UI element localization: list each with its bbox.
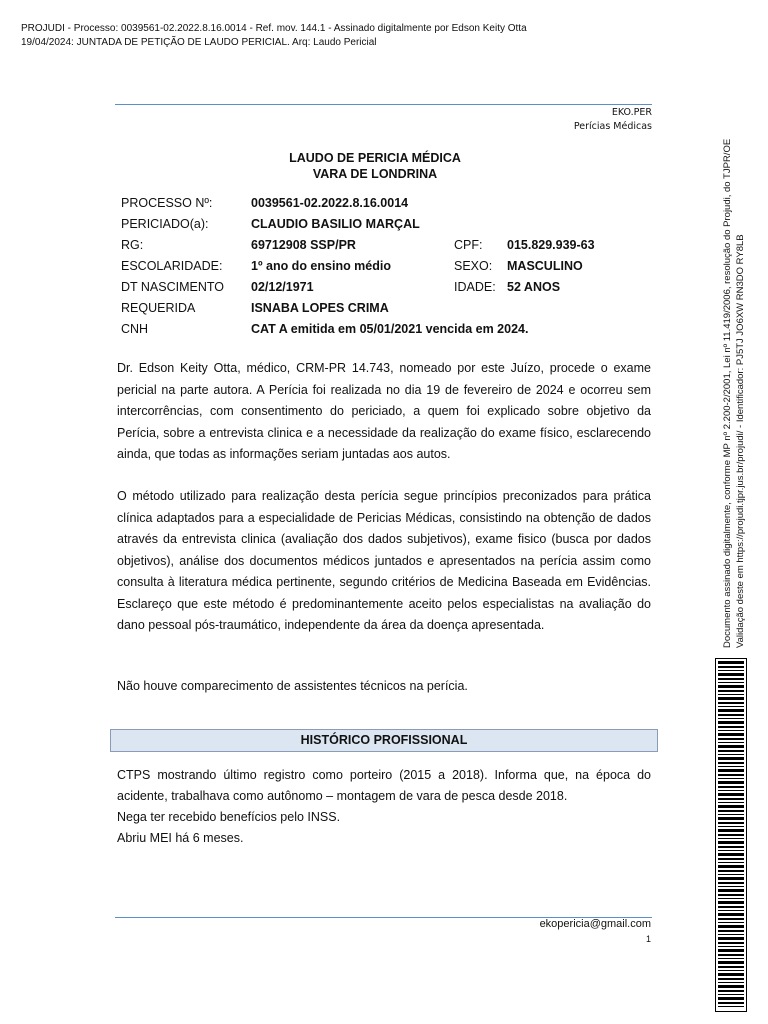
barcode-bar	[718, 982, 744, 983]
barcode-bar	[718, 661, 744, 664]
barcode-bar	[718, 1002, 744, 1004]
paragraph-assistants: Não houve comparecimento de assistentes técnicos na perícia.	[117, 679, 468, 693]
historico-line-3: Abriu MEI há 6 meses.	[117, 831, 244, 845]
barcode-bar	[718, 798, 744, 800]
barcode-bar	[718, 733, 744, 736]
barcode-bar	[718, 882, 744, 884]
barcode-bar	[718, 730, 744, 731]
header-rule	[115, 104, 652, 105]
barcode-bar	[718, 966, 744, 968]
barcode-bar	[718, 682, 744, 683]
barcode-bar	[718, 985, 744, 988]
barcode-bar	[718, 814, 744, 815]
barcode-bar	[718, 846, 744, 848]
barcode-bar	[718, 690, 744, 692]
cpf-label: CPF:	[454, 238, 483, 252]
barcode-bar	[718, 810, 744, 812]
barcode-bar	[718, 685, 744, 688]
barcode-bar	[718, 889, 744, 892]
barcode-bar	[718, 910, 744, 911]
barcode-bar	[718, 678, 744, 680]
cpf-value: 015.829.939-63	[507, 238, 595, 252]
barcode-bar	[718, 757, 744, 760]
nascimento-label: DT NASCIMENTO	[121, 280, 225, 294]
requerida-label: REQUERIDA	[121, 301, 196, 315]
barcode-bar	[718, 766, 744, 767]
barcode-image	[715, 658, 747, 1012]
periciado-value: CLAUDIO BASILIO MARÇAL	[251, 217, 420, 231]
barcode-bar	[718, 694, 744, 695]
processo-label: PROCESSO Nº:	[121, 196, 213, 210]
barcode-bar	[718, 778, 744, 779]
projudi-header-line-1: PROJUDI - Processo: 0039561-02.2022.8.16.0014 - Ref. mov. 144.1 - Assinado digitalmente por Edson Keity Otta	[21, 23, 527, 34]
barcode-bar	[718, 918, 744, 920]
paragraph-intro: Dr. Edson Keity Otta, médico, CRM-PR 14.743, nomeado por este Juízo, procede o exame pericial na parte autora. A Perícia foi realizada no dia 19 de fevereiro de 2024 e ocorreu sem intercorrências, com consentimento do periciado, a quem foi explicado sobre objetivo da Perícia, sobre a entrevista clinica e a necessidade da realização do exame físico, esclarecendo ainda, que todas as informações seriam juntadas aos autos.	[117, 361, 651, 461]
sexo-label: SEXO:	[454, 259, 493, 273]
barcode-bar	[718, 898, 744, 899]
barcode-bar	[718, 726, 744, 728]
barcode-bar	[718, 930, 744, 932]
barcode-bar	[718, 805, 744, 808]
brand-block	[574, 106, 652, 134]
barcode-bar	[718, 922, 744, 923]
barcode-bar	[718, 834, 744, 836]
barcode-bar	[718, 894, 744, 896]
barcode-bar	[718, 958, 744, 959]
barcode-bar	[718, 793, 744, 796]
barcode-bar	[718, 913, 744, 916]
barcode-bar	[718, 870, 744, 872]
barcode-bar	[718, 745, 744, 748]
historico-content	[117, 765, 651, 849]
barcode-bar	[718, 666, 744, 668]
barcode-bar	[718, 822, 744, 824]
barcode-bar	[718, 961, 744, 964]
barcode-bar	[718, 865, 744, 868]
rg-label: RG:	[121, 238, 144, 252]
escolaridade-value: 1º ano do ensino médio	[251, 259, 391, 273]
barcode-bar	[718, 1006, 744, 1007]
barcode-bar	[718, 841, 744, 844]
barcode-bar	[718, 925, 744, 928]
barcode-bar	[718, 994, 744, 995]
barcode-bar	[718, 946, 744, 947]
barcode-bar	[718, 853, 744, 856]
paragraph-method: O método utilizado para realização desta perícia segue princípios preconizados para prática clínica adaptados para a especialidade de Pericias Médicas, consistindo na obtenção de dados através da entrevista clinica (avaliação dos dados subjetivos), exame fisico (busca por dados objetivos), análise dos documentos médicos juntados e apresentados na perícia assim como consulta à literatura médica pertinente, segundo critérios de Medicina Baseada em Evidências. Esclareço que este método é predominantemente aceito pelos especialistas na avaliação do dano pessoal pós-traumático, independente da área da doença apresentada.	[117, 489, 651, 632]
brand-subtitle: Perícias Médicas	[573, 121, 652, 132]
barcode-bar	[718, 697, 744, 700]
barcode-bar	[718, 802, 744, 803]
rg-value: 69712908 SSP/PR	[251, 238, 356, 252]
periciado-label: PERICIADO(a):	[121, 217, 209, 231]
barcode-bar	[718, 750, 744, 752]
barcode-bar	[718, 769, 744, 772]
barcode-bar	[718, 906, 744, 908]
barcode-bar	[718, 858, 744, 860]
barcode-bar	[718, 706, 744, 707]
barcode-bar	[718, 718, 744, 719]
barcode-bar	[718, 990, 744, 992]
projudi-header-line-2: 19/04/2024: JUNTADA DE PETIÇÃO DE LAUDO PERICIAL. Arq: Laudo Pericial	[21, 37, 377, 48]
barcode-bar	[718, 874, 744, 875]
title-line-2: VARA DE LONDRINA	[312, 167, 438, 181]
barcode-bar	[718, 942, 744, 944]
barcode-bar	[718, 949, 744, 952]
barcode-bar	[718, 954, 744, 956]
barcode-bar	[718, 937, 744, 940]
barcode-bar	[718, 702, 744, 704]
page-number: 1	[645, 934, 651, 944]
processo-value: 0039561-02.2022.8.16.0014	[251, 196, 409, 210]
barcode-bar	[718, 774, 744, 776]
barcode-bar	[718, 721, 744, 724]
idade-label: IDADE:	[454, 280, 496, 294]
barcode-bar	[718, 670, 744, 671]
barcode-bar	[718, 901, 744, 904]
idade-value: 52 ANOS	[507, 280, 561, 294]
cnh-label: CNH	[121, 322, 149, 336]
barcode-bar	[718, 817, 744, 820]
section-header-historico: HISTÓRICO PROFISSIONAL	[110, 729, 658, 752]
barcode-bar	[718, 742, 744, 743]
brand-name: EKO.PER	[611, 107, 652, 118]
title-line-1: LAUDO DE PERICIA MÉDICA	[289, 151, 461, 165]
barcode-bar	[718, 973, 744, 976]
sexo-value: MASCULINO	[507, 259, 583, 273]
cnh-value: CAT A emitida em 05/01/2021 vencida em 2024.	[251, 322, 529, 336]
barcode-bar	[718, 850, 744, 851]
barcode-bar	[718, 826, 744, 827]
barcode-bar	[718, 754, 744, 755]
barcode-bar	[718, 781, 744, 784]
barcode-bar	[718, 838, 744, 839]
barcode-bar	[718, 862, 744, 863]
footer-email: ekopericia@gmail.com	[539, 918, 651, 930]
validation-line-1: Documento assinado digitalmente, conforme MP nº 2.200-2/2001, Lei nº 11.419/2006, resolução do Projudi, do TJPR/OE	[722, 138, 733, 648]
barcode-bar	[718, 886, 744, 887]
barcode-bar	[718, 970, 744, 971]
barcode-bar	[718, 709, 744, 712]
document-title	[115, 150, 635, 182]
barcode-bar	[718, 762, 744, 764]
barcode-bar	[718, 673, 744, 676]
barcode-bar	[718, 978, 744, 980]
validation-line-2: Validação deste em https://projudi.tjpr.jus.br/projudi/ - Identificador: PJ5TJ JO6XW RN3DO RY8LB	[735, 234, 746, 648]
barcode-bar	[718, 790, 744, 791]
escolaridade-label: ESCOLARIDADE:	[121, 259, 223, 273]
barcode-bar	[718, 997, 744, 1000]
barcode-bar	[718, 738, 744, 740]
barcode-bar	[718, 829, 744, 832]
barcode-bar	[718, 934, 744, 935]
barcode-bar	[718, 877, 744, 880]
barcode-bar	[718, 786, 744, 788]
historico-line-2: Nega ter recebido benefícios pelo INSS.	[117, 810, 341, 824]
requerida-value: ISNABA LOPES CRIMA	[251, 301, 389, 315]
historico-line-1: CTPS mostrando último registro como porteiro (2015 a 2018). Informa que, na época do acidente, trabalhava como autônomo – montagem de vara de pesca desde 2018.	[117, 768, 651, 803]
nascimento-value: 02/12/1971	[251, 280, 314, 294]
barcode-bar	[718, 714, 744, 716]
